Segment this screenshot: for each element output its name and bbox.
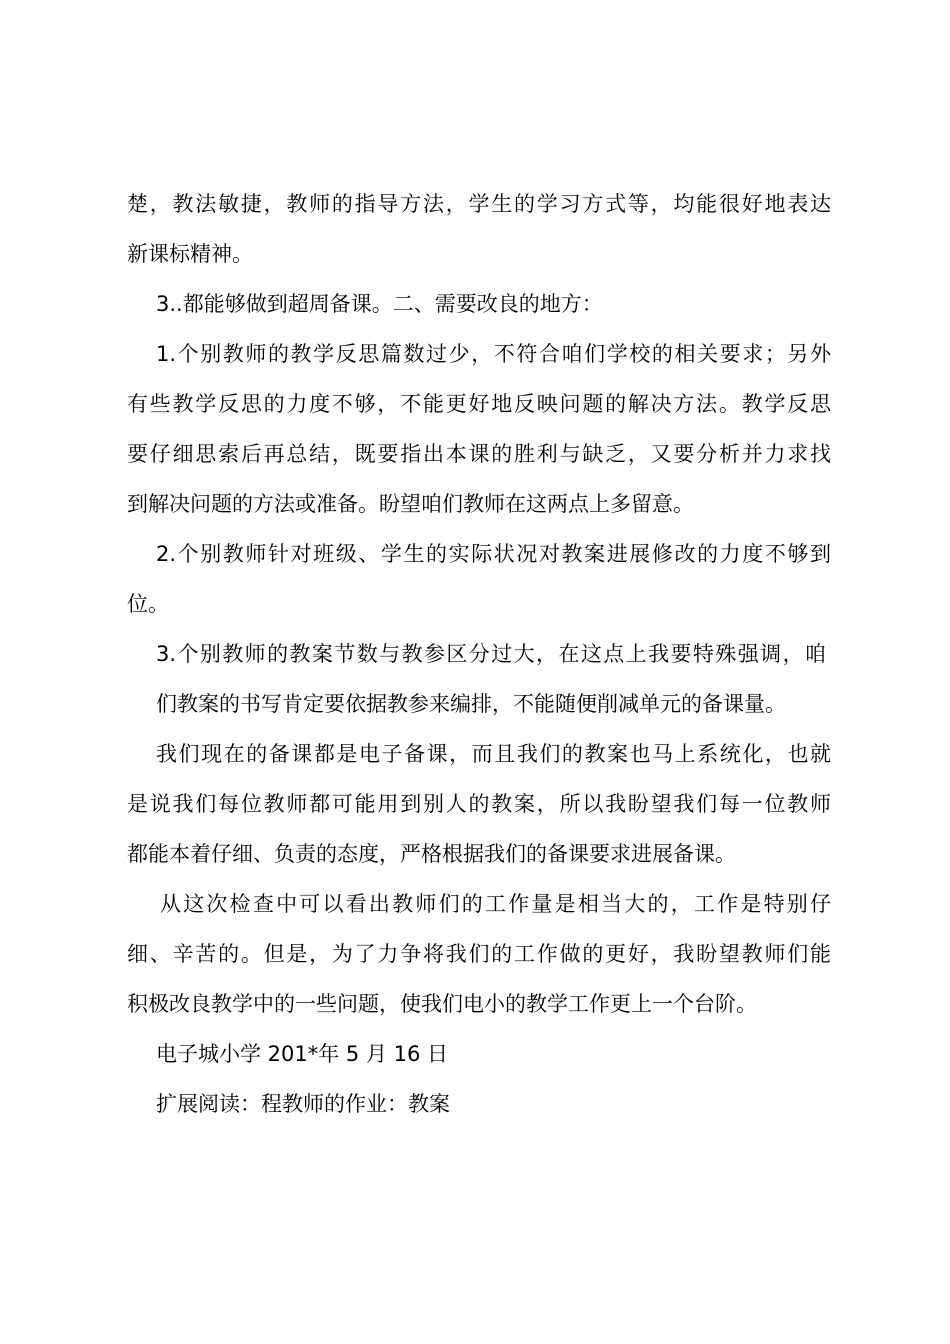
text-line: 2.个别教师针对班级、学生的实际状况对教案进展修改的力度不够到: [156, 542, 831, 566]
text-line: 要仔细思索后再总结，既要指出本课的胜利与缺乏，又要分析并力求找: [127, 442, 831, 466]
text-line: 是说我们每位教师都可能用到别人的教案，所以我盼望我们每一位教师: [127, 792, 831, 816]
text-line: 细、辛苦的。但是，为了力争将我们的工作做的更好，我盼望教师们能: [127, 942, 831, 966]
text-line: 我们现在的备课都是电子备课，而且我们的教案也马上系统化，也就: [156, 742, 831, 766]
text-line: 都能本着仔细、负责的态度，严格根据我们的备课要求进展备课。: [127, 842, 736, 866]
text-line: 新课标精神。: [127, 242, 253, 266]
text-line: 们教案的书写肯定要依据教参来编排，不能随便削减单元的备课量。: [156, 692, 786, 716]
extended-reading-line: 扩展阅读：程教师的作业：教案: [156, 1092, 450, 1116]
text-line: 1.个别教师的教学反思篇数过少，不符合咱们学校的相关要求；另外: [156, 342, 831, 366]
text-line: 积极改良教学中的一些问题，使我们电小的教学工作更上一个台阶。: [127, 992, 757, 1016]
text-line: 位。: [127, 592, 169, 616]
text-line: 3..都能够做到超周备课。二、需要改良的地方：: [156, 292, 603, 316]
text-line: 楚，教法敏捷，教师的指导方法，学生的学习方式等，均能很好地表达: [127, 192, 831, 216]
text-line: 有些教学反思的力度不够，不能更好地反映问题的解决方法。教学反思: [127, 392, 831, 416]
text-line: 从这次检查中可以看出教师们的工作量是相当大的，工作是特别仔: [160, 892, 831, 916]
text-line: 到解决问题的方法或准备。盼望咱们教师在这两点上多留意。: [127, 492, 694, 516]
signature-date-line: 电子城小学 201*年 5 月 16 日: [156, 1042, 449, 1066]
text-line: 3.个别教师的教案节数与教参区分过大，在这点上我要特殊强调，咱: [156, 642, 826, 666]
